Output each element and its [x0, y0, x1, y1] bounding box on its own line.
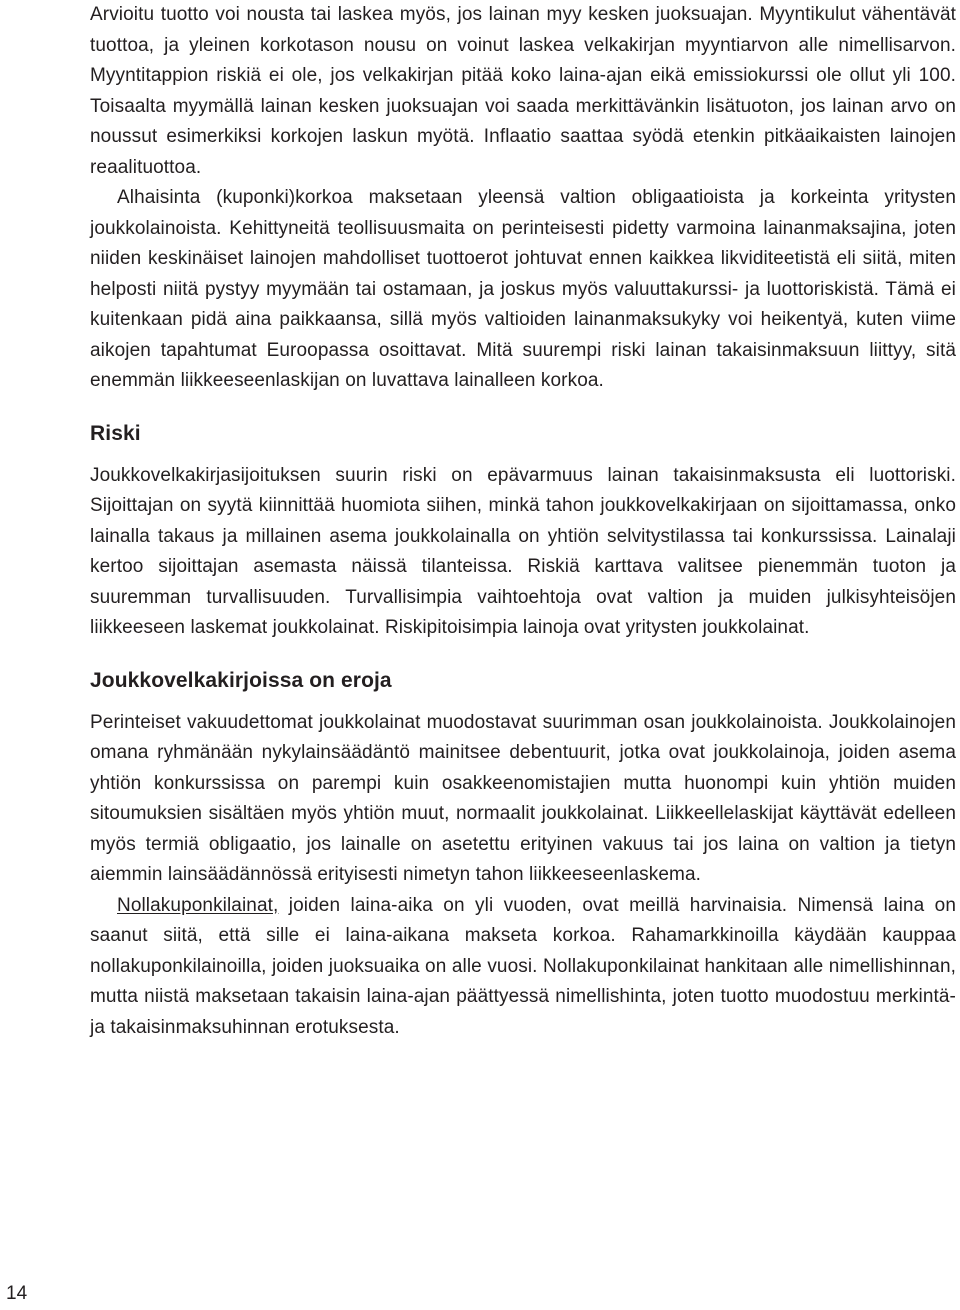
term-nollakuponkilainat: Nollakuponkilainat,	[117, 894, 279, 916]
heading-riski: Riski	[90, 421, 141, 445]
heading-joukkovelkakirjoissa: Joukkovelkakirjoissa on eroja	[90, 668, 392, 692]
paragraph-tuotto: Arvioitu tuotto voi nousta tai laskea myös, jos lainan myy kesken juoksuajan. Myyntikulut vähentävät tuottoa, ja yleinen korkotason nousu on voinut laskea velkakirjan myyntiarvon alle nimellisarvon. Myyntitappion riskiä ei ole, jos velkakirjan pitää koko laina-ajan eikä emissiokurssi ole ollut yli 100. Toisaalta myymällä lainan kesken juoksuajan voi saada merkittävänkin lisätuoton, jos lainan arvo on noussut esimerkiksi korkojen laskun myötä. Inflaatio saattaa syödä etenkin pitkäaikaisten lainojen reaalituottoa.	[90, 4, 956, 178]
paragraph-nollakuponki	[90, 891, 956, 1044]
paragraph-nollakuponki-text: joiden laina-aika on yli vuoden, ovat meillä harvinaisia. Nimensä laina on saanut siitä, että sille ei laina-aikana makseta korkoa. Rahamarkkinoilla käydään kauppaa nollakuponkilainoilla, joiden juoksuaika on alle vuosi. Nollakuponkilainat hankitaan alle nimellishinnan, mutta niistä maksetaan takaisin laina-ajan päättyessä nimellishinta, joten tuotto muodostuu merkintä- ja takaisinmaksuhinnan erotuksesta.	[90, 894, 956, 1038]
paragraph-korko: Alhaisinta (kuponki)korkoa maksetaan yleensä valtion obligaatioista ja korkeinta yritysten joukkolainoista. Kehittyneitä teollisuusmaita on perinteisesti pidetty varmoina lainanmaksajina, joten niiden keskinäiset lainojen mahdolliset tuottoerot johtuvat ennen kaikkea likviditeetistä eli siitä, miten helposti niitä pystyy myymään tai ostamaan, ja joskus myös valuuttakurssi- ja luottoriskistä. Tämä ei kuitenkaan pidä aina paikkaansa, sillä myös valtioiden lainanmaksukyky voi heikentyä, kuten viime aikojen tapahtumat Euroopassa osoittavat. Mitä suurempi riski lainan takaisinmaksuun liittyy, sitä enemmän liikkeeseenlaskijan on luvattava lainalleen korkoa.	[90, 187, 956, 391]
paragraph-perinteiset: Perinteiset vakuudettomat joukkolainat muodostavat suurimman osan joukkolainoista. Joukkolainojen omana ryhmänään nykylainsäädäntö mainitsee debentuurit, jotka ovat joukkolainoja, joiden asema yhtiön konkurssissa on parempi kuin osakkeenomistajien mutta huonompi kuin yhtiön muiden sitoumuksien sisältäen myös yhtiön muut, normaalit joukkolainat. Liikkeellelaskijat käyttävät edelleen myös termiä obligaatio, jos lainalle on asetettu erityinen vakuus tai jos laina on valtion ja tietyn aiemmin lainsäädännössä erityisesti nimetyn tahon liikkeeseenlaskema.	[90, 711, 956, 885]
page-number: 14	[6, 1283, 28, 1304]
document-page	[90, 0, 956, 1043]
paragraph-riski: Joukkovelkakirjasijoituksen suurin riski on epävarmuus lainan takaisinmaksusta eli luottoriski. Sijoittajan on syytä kiinnittää huomiota siihen, minkä tahon joukkovelkakirjaan on sijoittamassa, onko lainalla takaus ja millainen asema joukkolainalla on yhtiön selvitystilassa tai konkurssissa. Lainalaji kertoo sijoittajan asemasta näissä tilanteissa. Riskiä karttava valitsee pienemmän tuoton ja suuremman turvallisuuden. Turvallisimpia vaihtoehtoja ovat valtion ja muiden julkisyhteisöjen liikkeeseen laskemat joukkolainat. Riskipitoisimpia lainoja ovat yritysten joukkolainat.	[90, 464, 956, 638]
